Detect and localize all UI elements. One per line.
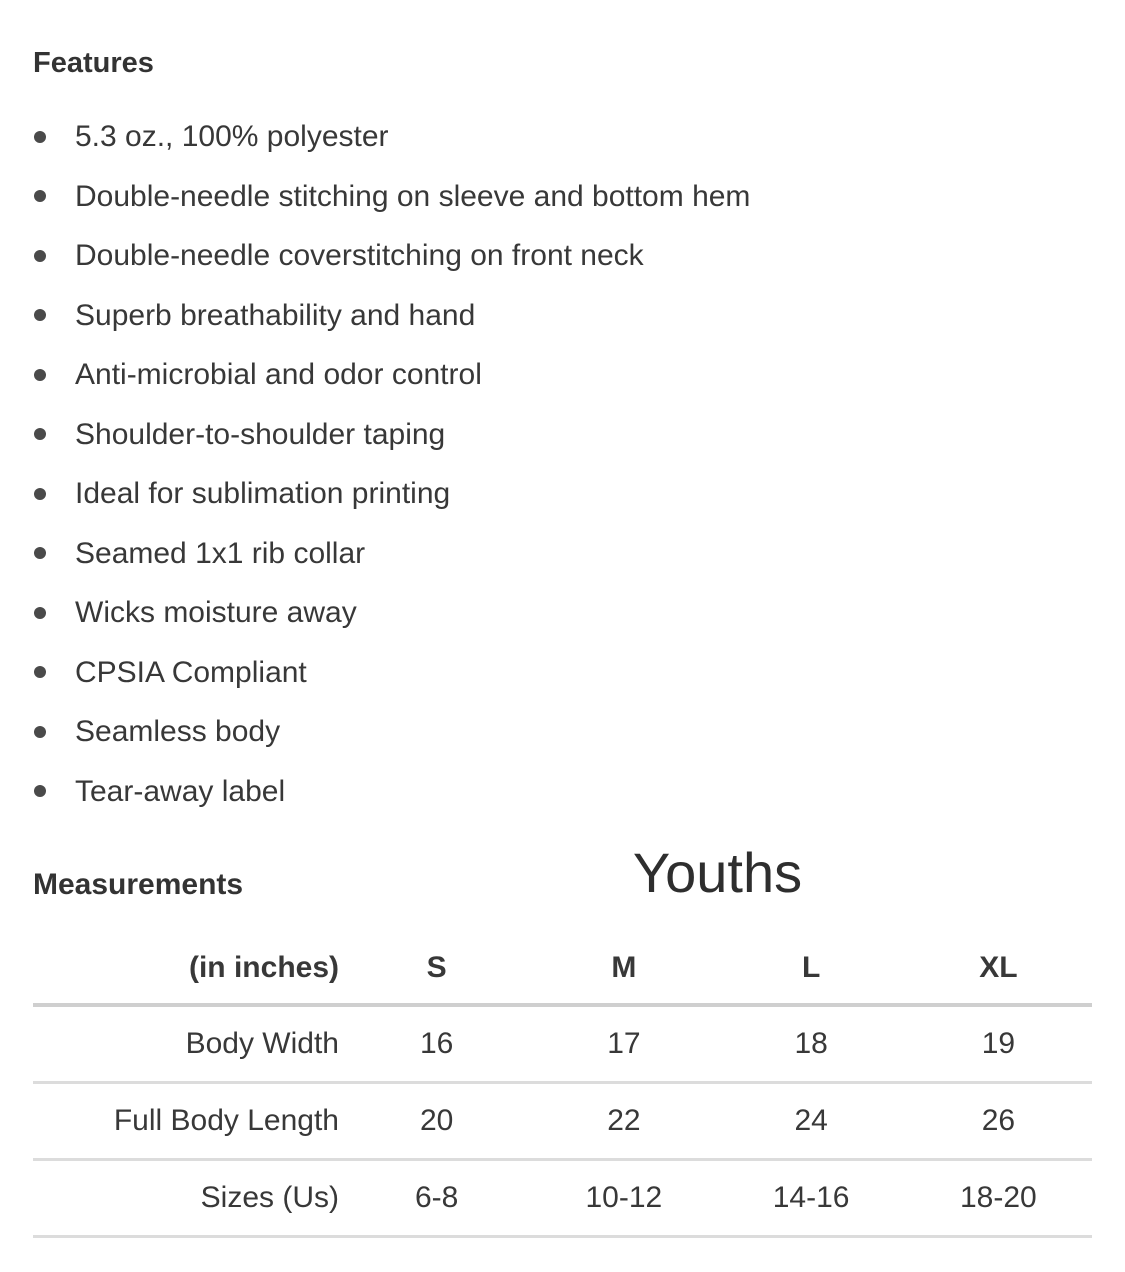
cell-value: 19 (981, 1027, 1016, 1060)
feature-item (33, 464, 1092, 524)
cell-value: 22 (607, 1104, 641, 1137)
feature-item (33, 524, 1092, 584)
feature-item (33, 107, 1092, 167)
column-header-size-s: S (426, 951, 447, 984)
bullet-icon (34, 190, 46, 202)
bullet-icon (34, 250, 46, 262)
row-label: Full Body Length (113, 1104, 339, 1137)
features-heading: Features (33, 47, 154, 79)
size-chart-header-row (33, 933, 1092, 1007)
feature-item (33, 643, 1092, 703)
cell-value: 10-12 (585, 1181, 663, 1214)
bullet-icon (34, 428, 46, 440)
bullet-icon (34, 547, 46, 559)
bullet-icon (34, 607, 46, 619)
feature-item (33, 405, 1092, 465)
cell-value: 18-20 (960, 1181, 1037, 1214)
feature-item (33, 702, 1092, 762)
feature-item-text: Superb breathability and hand (75, 298, 476, 332)
bullet-icon (34, 131, 46, 143)
feature-item-text: CPSIA Compliant (75, 655, 307, 689)
cell-value: 6-8 (414, 1181, 459, 1214)
feature-item-text: Tear-away label (75, 774, 286, 808)
cell-value: 20 (419, 1104, 454, 1137)
feature-item-text: Shoulder-to-shoulder taping (75, 417, 446, 451)
bullet-icon (34, 666, 46, 678)
feature-item (33, 345, 1092, 405)
column-header-size-m: M (611, 951, 637, 984)
feature-item-text: Seamless body (75, 715, 281, 748)
feature-item (33, 762, 1092, 822)
bullet-icon (34, 309, 46, 321)
row-label: Body Width (185, 1027, 339, 1060)
size-chart-table (33, 933, 1092, 1238)
feature-item-text: Anti-microbial and odor control (75, 358, 482, 391)
row-label: Sizes (Us) (200, 1181, 339, 1214)
feature-item (33, 583, 1092, 643)
column-header-size-l: L (801, 951, 821, 984)
bullet-icon (34, 726, 46, 738)
cell-value: 14-16 (772, 1181, 850, 1214)
feature-item-text: Seamed 1x1 rib collar (75, 536, 366, 570)
cell-value: 16 (419, 1027, 454, 1060)
table-row (33, 1007, 1092, 1084)
feature-item (33, 226, 1092, 286)
feature-item (33, 167, 1092, 227)
cell-value: 26 (981, 1104, 1016, 1137)
cell-value: 24 (794, 1104, 828, 1137)
column-header-size-xl: XL (979, 951, 1018, 984)
bullet-icon (34, 369, 46, 381)
table-row (33, 1084, 1092, 1161)
feature-item-text: 5.3 oz., 100% polyester (75, 120, 389, 153)
cell-value: 17 (607, 1027, 641, 1060)
column-header-units: (in inches) (188, 951, 339, 984)
feature-item (33, 286, 1092, 346)
feature-item-text: Wicks moisture away (75, 596, 357, 629)
measurements-header (33, 841, 1092, 905)
feature-item-text: Double-needle stitching on sleeve and bottom hem (75, 179, 751, 213)
feature-item-text: Double-needle coverstitching on front neck (75, 239, 644, 272)
feature-item-text: Ideal for sublimation printing (75, 477, 451, 510)
measurements-heading: Measurements (33, 868, 244, 901)
cell-value: 18 (794, 1027, 828, 1060)
table-row (33, 1161, 1092, 1238)
bullet-icon (34, 488, 46, 500)
size-group-title: Youths (632, 841, 803, 904)
bullet-icon (34, 785, 46, 797)
features-list (33, 107, 1092, 821)
